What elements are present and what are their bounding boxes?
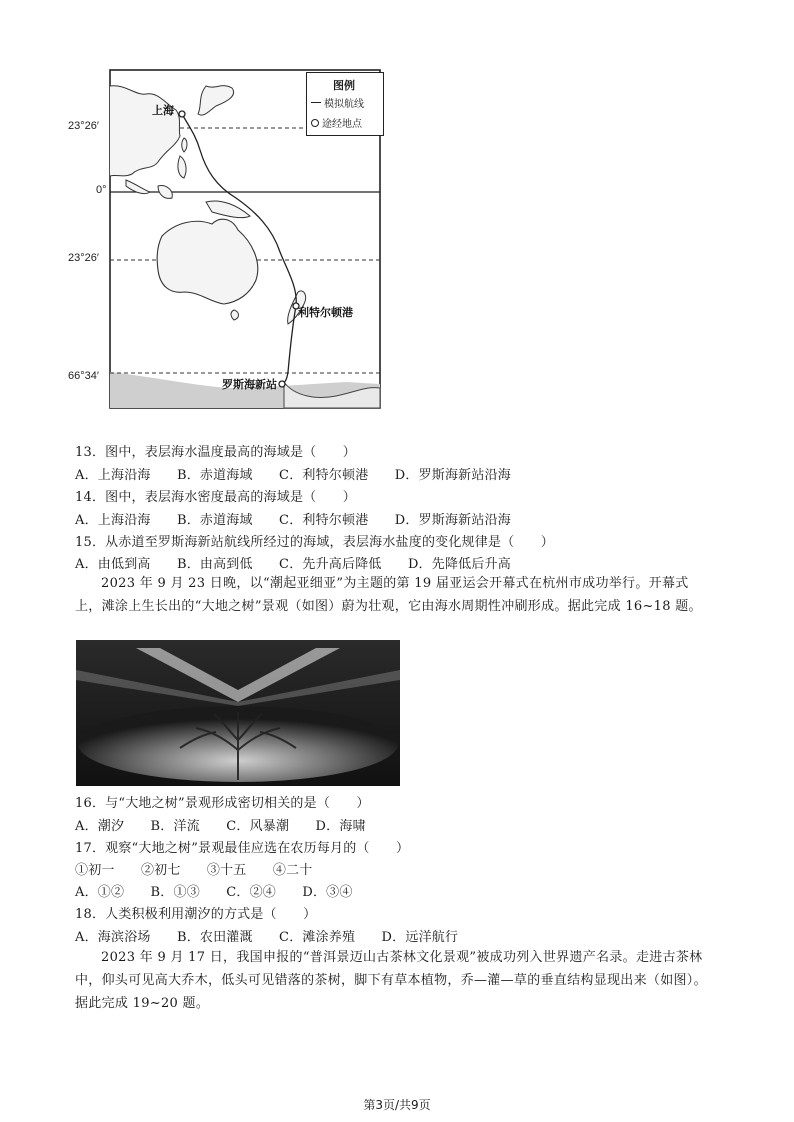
q14-stem: 14．图中，表层海水密度最高的海域是（ ） (75, 490, 356, 505)
legend-route-label: 模拟航线 (324, 99, 364, 110)
q13-option-c[interactable]: C．利特尔顿港 (279, 468, 369, 483)
q16-option-b[interactable]: B．洋流 (150, 819, 200, 834)
q18-stem: 18．人类积极利用潮汐的方式是（ ） (75, 907, 317, 922)
q15-option-a[interactable]: A．由低到高 (75, 557, 151, 572)
q17-option-b[interactable]: B．①③ (150, 885, 200, 900)
stop-shanghai (179, 111, 185, 117)
q18-option-d[interactable]: D．远洋航行 (381, 930, 459, 945)
q16-options (75, 818, 388, 836)
q14-options (75, 512, 533, 530)
q15-option-b[interactable]: B．由高到低 (176, 557, 253, 572)
page-number: 第3页/共9页 (363, 1098, 431, 1112)
legend-route (311, 95, 364, 110)
map-legend (306, 72, 384, 136)
q18-option-a[interactable]: A．海滨浴场 (75, 930, 151, 945)
place-label-shanghai: 上海 (152, 104, 174, 117)
q13-stem: 13．图中，表层海水温度最高的海域是（ ） (75, 445, 356, 460)
stop-ross-sea (279, 381, 285, 387)
lat-label-tropic-capricorn: 23°26′ (68, 252, 99, 264)
route-map (66, 66, 384, 438)
q17-stem: 17．观察“大地之树”景观最佳应选在农历每月的（ ） (75, 841, 410, 856)
q16-option-a[interactable]: A．潮汐 (75, 819, 125, 834)
q15-option-c[interactable]: C．先升高后降低 (279, 557, 382, 572)
q13-options (75, 467, 533, 485)
q15-stem: 15．从赤道至罗斯海新站航线所经过的海域，表层海水盐度的变化规律是（ ） (75, 535, 554, 550)
q18-option-c[interactable]: C．滩涂养殖 (279, 930, 356, 945)
earth-tree-photo (76, 640, 400, 786)
intro-16-18: 2023 年 9 月 23 日晚，以“潮起亚细亚”为主题的第 19 届亚运会开幕式在杭州市成功举行。开幕式上，滩涂上生长出的“大地之树”景观（如图）蔚为壮观，它由海水周期性冲刷形成。据此完成 16~18 题。 (75, 576, 702, 614)
legend-stop-label: 途经地点 (322, 119, 362, 130)
earth-tree-photo-svg (76, 640, 400, 786)
lat-label-tropic-cancer: 23°26′ (68, 120, 99, 132)
q15-option-d[interactable]: D．先降低后升高 (407, 557, 511, 572)
q16-option-c[interactable]: C．风暴潮 (226, 819, 290, 834)
lat-label-equator: 0° (96, 184, 107, 196)
q17-item-4: ④二十 (272, 863, 313, 878)
q17-item-3: ③十五 (206, 863, 247, 878)
q14-option-b[interactable]: B．赤道海域 (176, 513, 253, 528)
place-label-lyttelton: 利特尔顿港 (298, 306, 353, 319)
route-line-icon (311, 102, 321, 103)
legend-title: 图例 (333, 79, 355, 92)
q17-option-a[interactable]: A．①② (75, 885, 125, 900)
q17-option-d[interactable]: D．③④ (302, 885, 353, 900)
q16-stem: 16．与“大地之树”景观形成密切相关的是（ ） (75, 796, 370, 811)
q14-option-c[interactable]: C．利特尔顿港 (279, 513, 369, 528)
q13-option-b[interactable]: B．赤道海域 (176, 468, 253, 483)
place-label-ross-sea: 罗斯海新站 (222, 378, 277, 391)
lat-label-antarctic-circle: 66°34′ (68, 370, 99, 382)
q13-option-d[interactable]: D．罗斯海新站沿海 (394, 468, 511, 483)
stop-circle-icon (311, 119, 319, 127)
q17-option-c[interactable]: C．②④ (226, 885, 276, 900)
q17-item-1: ①初一 (75, 863, 115, 878)
q16-option-d[interactable]: D．海啸 (315, 819, 366, 834)
legend-stop (311, 115, 362, 130)
intro-19-20: 2023 年 9 月 17 日，我国申报的“普洱景迈山古茶林文化景观”被成功列入世界遗产名录。走进古茶林中，仰头可见高大乔木，低头可见错落的茶树，脚下有草本植物，乔—灌—草的垂直结构显现出来（如图）。据此完成 19~20 题。 (75, 950, 707, 1011)
q18-option-b[interactable]: B．农田灌溉 (176, 930, 253, 945)
q14-option-d[interactable]: D．罗斯海新站沿海 (394, 513, 511, 528)
q17-options (75, 884, 375, 902)
q17-items (75, 862, 334, 880)
q13-option-a[interactable]: A．上海沿海 (75, 468, 151, 483)
q17-item-2: ②初七 (140, 863, 181, 878)
q14-option-a[interactable]: A．上海沿海 (75, 513, 151, 528)
q18-options (75, 929, 480, 947)
